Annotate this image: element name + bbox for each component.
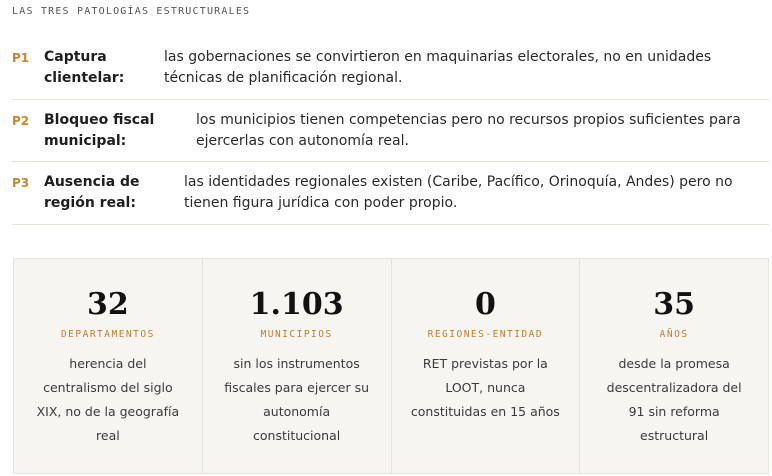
stat-card-anos [580, 259, 768, 473]
pathology-code: P3 [12, 176, 30, 190]
stat-card-municipios [203, 259, 392, 473]
pathology-item [12, 100, 769, 162]
pathology-name: Bloqueo fiscal municipal: [44, 112, 155, 149]
stat-card-departamentos [14, 259, 203, 473]
pathology-description: las identidades regionales existen (Caribe, Pacífico, Orinoquía, Andes) pero no tienen figura jurídica con poder propio. [184, 174, 733, 211]
pathology-item [12, 162, 769, 225]
stat-value: 32 [87, 287, 129, 322]
pathology-item [12, 37, 769, 100]
stat-value: 35 [653, 287, 695, 322]
stat-value: 1.103 [249, 287, 344, 322]
stat-card-regiones-entidad [392, 259, 581, 473]
stat-label: AÑOS [659, 329, 689, 340]
stat-description: sin los instrumentos fiscales para ejercer su autonomía constitucional [224, 356, 369, 443]
stat-label: DEPARTAMENTOS [60, 329, 155, 340]
stat-label: REGIONES-ENTIDAD [427, 329, 544, 340]
pathology-description: las gobernaciones se convirtieron en maquinarias electorales, no en unidades técnicas de planificación regional. [164, 49, 712, 86]
stat-description: herencia del centralismo del siglo XIX, no de la geografía real [36, 356, 180, 443]
pathology-description: los municipios tienen competencias pero no recursos propios suficientes para ejercerlas con autonomía real. [196, 112, 741, 149]
stats-panel [13, 258, 769, 474]
section-eyebrow: LAS TRES PATOLOGÍAS ESTRUCTURALES [12, 6, 251, 17]
stat-description: desde la promesa descentralizadora del 91 sin reforma estructural [606, 356, 742, 443]
pathology-name: Ausencia de región real: [44, 174, 140, 211]
stat-label: MUNICIPIOS [260, 329, 333, 340]
pathology-code: P2 [12, 114, 30, 128]
stat-description: RET previstas por la LOOT, nunca constituidas en 15 años [410, 356, 560, 419]
pathology-name: Captura clientelar: [44, 49, 125, 86]
pathologies-list [12, 37, 769, 225]
stat-value: 0 [474, 287, 496, 322]
pathology-code: P1 [12, 51, 30, 65]
